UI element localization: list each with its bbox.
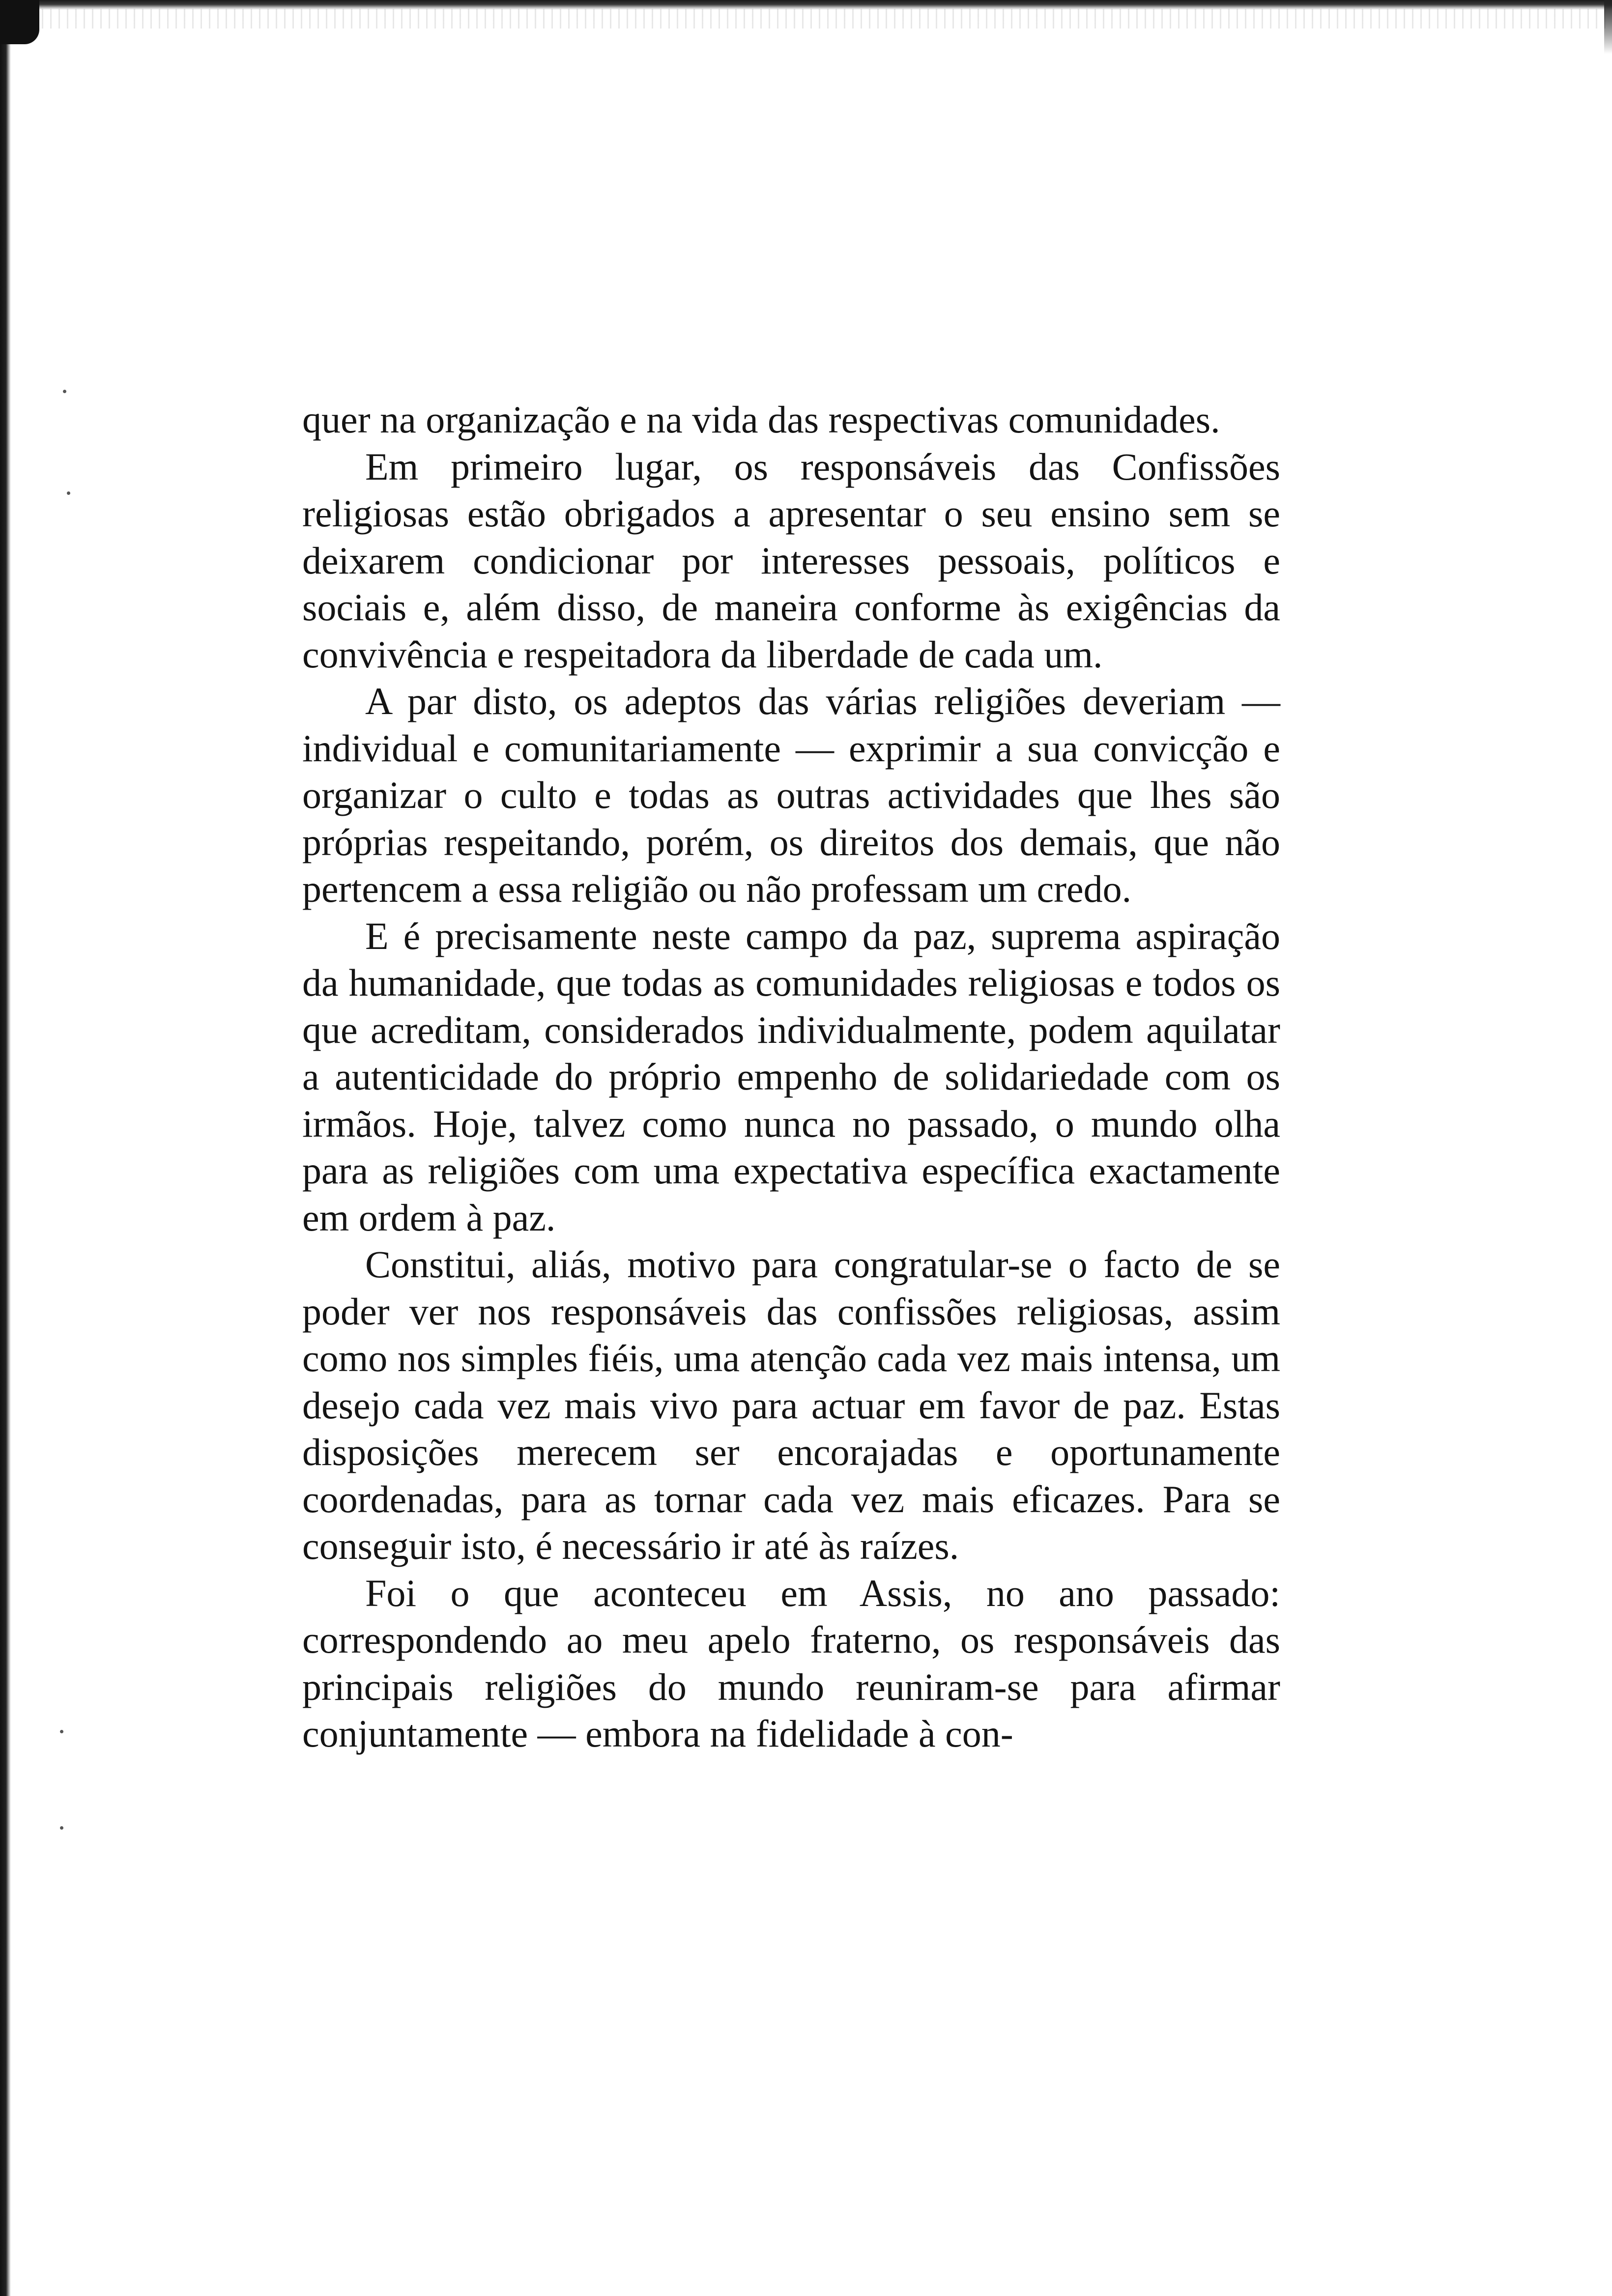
scan-speck — [63, 390, 66, 393]
paragraph-2: Em primeiro lugar, os responsáveis das Confissões religiosas estão obrigados a apresentar o seu ensino sem se deixarem condicionar por interesses pessoais, políticos e sociais e, além disso, de maneira conforme às exigências da convivência e respeitadora da liberdade de cada um. — [302, 445, 1280, 676]
paragraph-4: E é precisamente neste campo da paz, suprema aspiração da humanidade, que todas as comunidades religiosas e todos os que acreditam, considerados individualmente, podem aquilatar a autenticidade do próprio empenho de solidariedade com os irmãos. Hoje, talvez como nunca no passado, o mundo olha para as religiões com uma expectativa específica exactamente em ordem à paz. — [302, 914, 1280, 1239]
scan-edge-left — [0, 0, 11, 2296]
scan-edge-top-noise — [0, 9, 1612, 29]
paragraph-5: Constitui, aliás, motivo para congratular-se o facto de se poder ver nos responsáveis das confissões religiosas, assim como nos simples fiéis, uma atenção cada vez mais intensa, um desejo cada vez mais vivo para actuar em favor de paz. Estas disposições merecem ser encorajadas e oportunamente coordenadas, para as tornar cada vez mais eficazes. Para se conseguir isto, é necessário ir até às raízes. — [302, 1243, 1280, 1567]
scan-corner-mark — [0, 0, 39, 44]
paragraph-6: Foi o que aconteceu em Assis, no ano passado: correspondendo ao meu apelo fraterno, os responsáveis das principais religiões do mundo reuniram-se para afirmar conjuntamente — embora na fidelidade à con- — [302, 1571, 1280, 1755]
scan-edge-top — [0, 0, 1612, 10]
scan-speck — [60, 1730, 63, 1733]
scan-speck — [60, 1826, 63, 1830]
scan-speck — [67, 491, 70, 495]
paragraph-3: A par disto, os adeptos das várias religiões deveriam — individual e comunitariamente — exprimir a sua convicção e organizar o culto e todas as outras actividades que lhes são próprias respeitando, porém, os direitos dos demais, que não pertencem a essa religião ou não professam um credo. — [302, 680, 1280, 910]
body-text — [302, 396, 1280, 1757]
paragraph-1: quer na organização e na vida das respectivas comunidades. — [302, 398, 1220, 441]
scan-edge-right — [1604, 0, 1612, 54]
